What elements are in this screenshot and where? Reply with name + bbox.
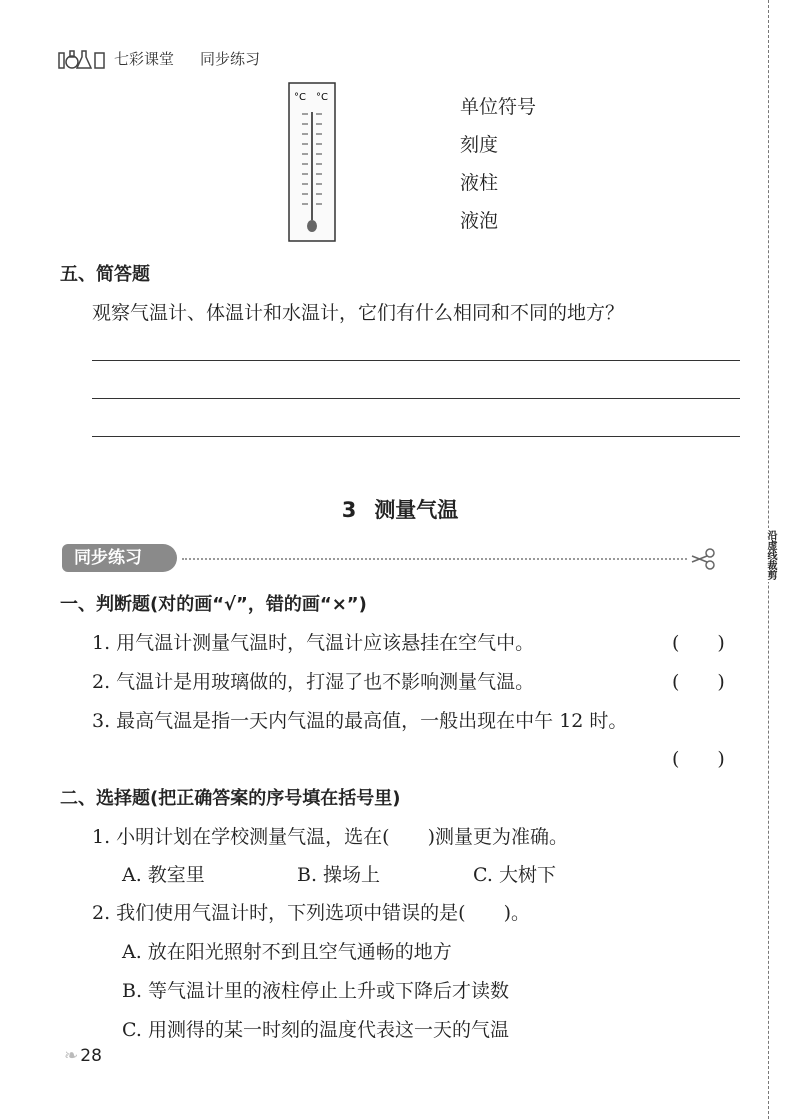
section5-title: 五、简答题: [60, 264, 150, 285]
unit-right-label: °C: [316, 92, 328, 103]
lab-flask-icon: [58, 49, 106, 69]
answer-paren-3[interactable]: ( ): [672, 748, 725, 770]
answer-paren-1[interactable]: ( ): [672, 632, 725, 654]
part2-q1: 1. 小明计划在学校测量气温，选在( )测量更为准确。: [92, 826, 568, 848]
dotted-divider: [182, 558, 687, 560]
unit-left-label: °C: [294, 92, 306, 103]
part1-item-3: 3. 最高气温是指一天内气温的最高值，一般出现在中午 12 时。: [92, 710, 628, 732]
scissors-icon: [690, 548, 716, 574]
section5-question: 观察气温计、体温计和水温计，它们有什么相同和不同的地方？: [92, 302, 625, 324]
lesson-name: 测量气温: [374, 498, 459, 522]
page-number: [64, 1046, 102, 1066]
label-unit-symbol: 单位符号: [460, 96, 537, 118]
brand-title: 七彩课堂: [114, 50, 175, 68]
label-scale: 刻度: [460, 134, 499, 156]
page-header: [58, 48, 260, 69]
q1-option-a[interactable]: A. 教室里: [122, 864, 205, 886]
label-liquid-column: 液柱: [460, 172, 499, 194]
answer-paren-2[interactable]: ( ): [672, 671, 725, 693]
part1-item-2: 2. 气温计是用玻璃做的，打湿了也不影响测量气温。: [92, 671, 535, 693]
part1-title: 一、判断题(对的画“√”，错的画“×”): [60, 594, 367, 615]
q1-option-b[interactable]: B. 操场上: [297, 864, 381, 886]
part2-title: 二、选择题(把正确答案的序号填在括号里): [60, 788, 401, 809]
part1-item-1: 1. 用气温计测量气温时，气温计应该悬挂在空气中。: [92, 632, 535, 654]
practice-banner: 同步练习: [62, 544, 177, 572]
leaf-icon: ❧: [64, 1046, 79, 1066]
cut-note: 沿虚线裁剪: [762, 528, 776, 582]
part2-q2: 2. 我们使用气温计时，下列选项中错误的是( )。: [92, 902, 530, 924]
label-bulb: 液泡: [460, 210, 499, 232]
q1-option-c[interactable]: C. 大树下: [473, 864, 556, 886]
thermometer-illustration: [288, 82, 336, 242]
header-subtitle: 同步练习: [200, 50, 261, 68]
q2-option-c[interactable]: C. 用测得的某一时刻的温度代表这一天的气温: [122, 1019, 509, 1041]
answer-line-1[interactable]: [92, 360, 740, 361]
q2-option-a[interactable]: A. 放在阳光照射不到且空气通畅的地方: [122, 941, 452, 963]
q2-option-b[interactable]: B. 等气温计里的液柱停止上升或下降后才读数: [122, 980, 510, 1002]
page-number-text: 28: [80, 1046, 102, 1066]
answer-line-3[interactable]: [92, 436, 740, 437]
answer-line-2[interactable]: [92, 398, 740, 399]
lesson-number: 3: [341, 498, 357, 522]
lesson-title: [0, 494, 800, 524]
